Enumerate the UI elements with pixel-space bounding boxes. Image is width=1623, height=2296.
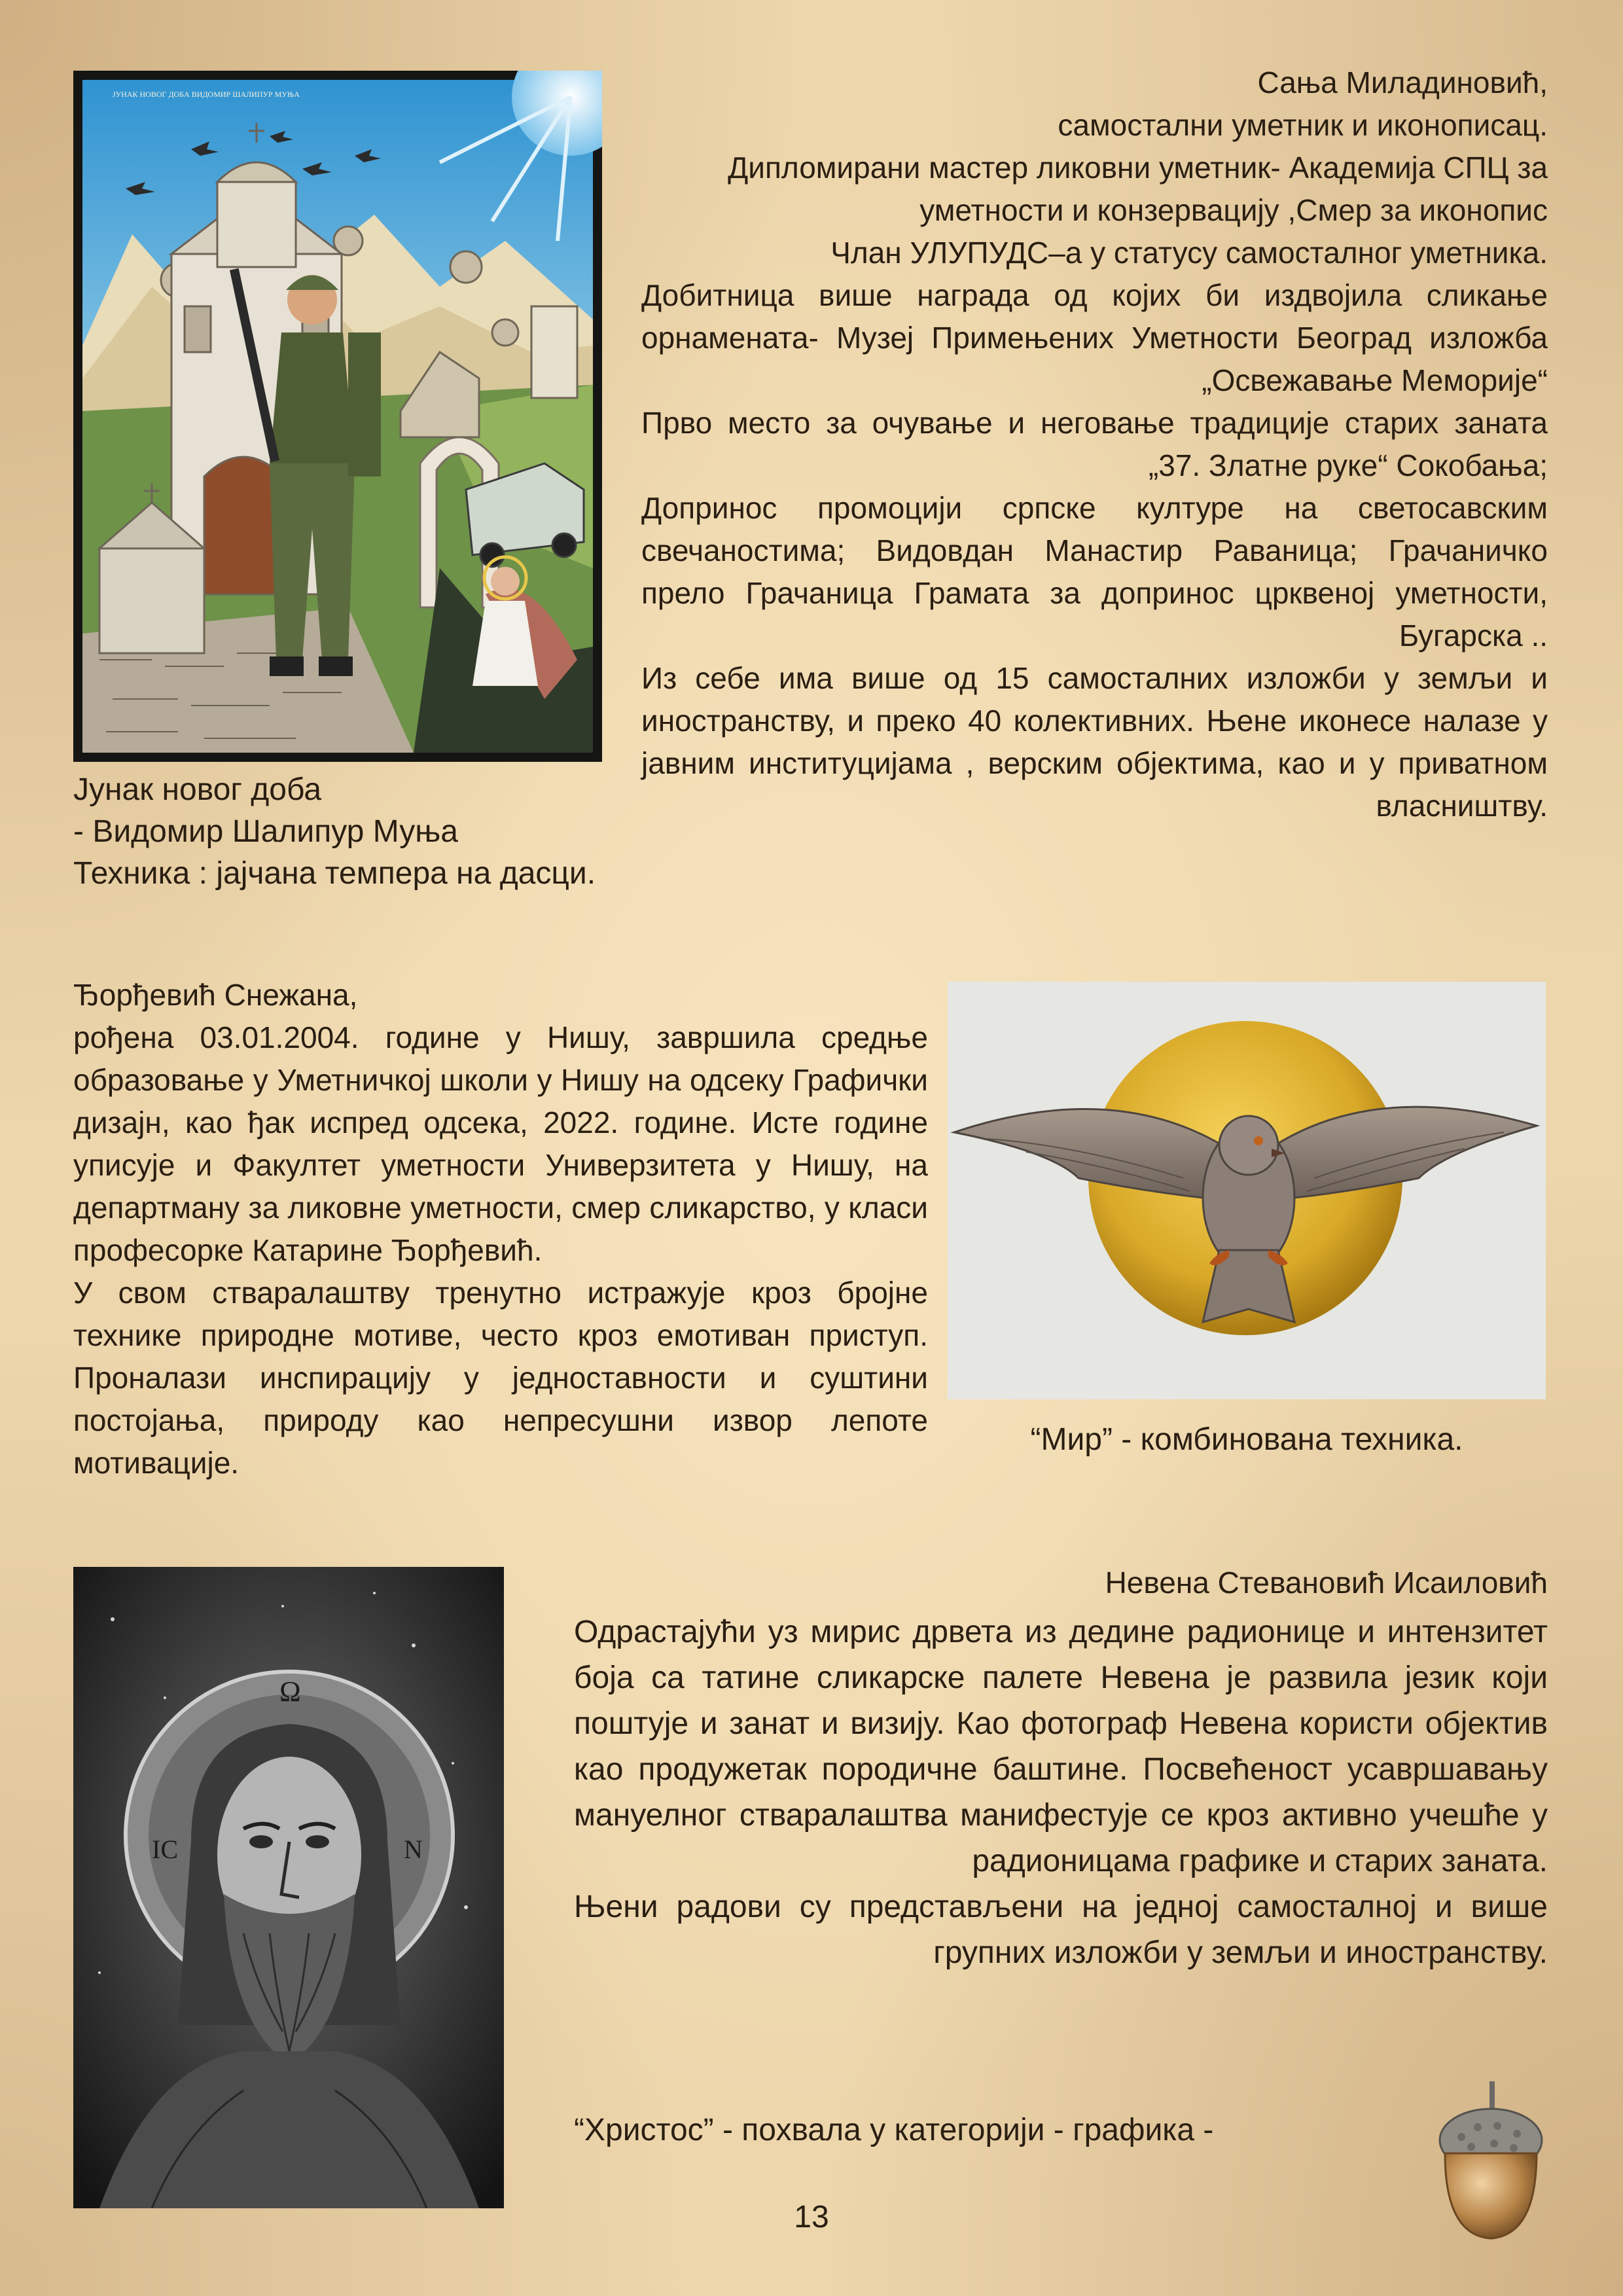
section1-line: Дипломирани мастер ликовни уметник- Академија СПЦ за: [728, 151, 1548, 185]
artist-name-sanja: Сања Миладиновић,: [1257, 65, 1548, 99]
acorn-icon-image: [1432, 2075, 1550, 2245]
acorn-icon: [1432, 2075, 1550, 2245]
caption-line: Техника : јајчана темпера на дасци.: [73, 856, 596, 891]
section3-body: [574, 1609, 1548, 1976]
painting-hero-of-new-age: [73, 71, 602, 762]
section1-body: [641, 274, 1548, 827]
christ-caption: “Христос” - похвала у категорији - графика -: [574, 2113, 1214, 2147]
artist-name-snezana: Ђорђевић Снежана,: [73, 978, 358, 1012]
halo-letter: Ω: [279, 1676, 301, 1708]
christ-engraving: [73, 1567, 504, 2208]
painting-image: [73, 71, 602, 762]
section1-header: [641, 62, 1548, 274]
section1-line: уметности и конзервацију ,Смер за иконопис: [919, 193, 1548, 227]
halo-letter: IC: [152, 1835, 178, 1864]
dove-relief-image: [948, 982, 1546, 1399]
dove-caption: “Мир” - комбинована техника.: [1030, 1422, 1463, 1457]
section3-exhibitions: Њени радови су представљени на једној самосталној и више групних изложби у земљи и иностранству.: [574, 1890, 1548, 1970]
section2-practice: У свом стваралаштву тренутно истражује кроз бројне технике природне мотиве, често кроз емотиван приступ. Проналази инспирацију у једноставности и суштини постојања, природу као непресушни извор лепоте мотивације.: [73, 1276, 928, 1480]
page-number: 13: [794, 2200, 829, 2234]
contribution-paragraph: Допринос промоцији српске културе на светосавским свечаностима; Видовдан Манастир Раваница; Грачаничко прело Грачаница Грамата за допринос црквеној уметности, Бугарска ..: [641, 491, 1548, 653]
halo-letter: N: [404, 1835, 423, 1864]
section2-bio: рођена 03.01.2004. године у Нишу, завршила средње образовање у Уметничкој школи у Нишу на одсеку Графички дизајн, као ђак испред одсека, 2022. године. Исте године уписује и Факултет уметности Универзитета у Нишу, на департману за ликовне уметности, смер сликарство, у класи професорке Катарине Ђорђевић.: [73, 1020, 928, 1267]
section1-line: самостални уметник и иконописац.: [1058, 108, 1548, 142]
painting-inscription: ЈУНАК НОВОГ ДОБА ВИДОМИР ШАЛИПУР МУЊА: [113, 90, 300, 99]
caption-line: Јунак новог доба: [73, 772, 322, 807]
painting-caption: [73, 769, 662, 895]
awards-paragraph: Добитница више награда од којих би издвојила сликање орнамената- Музеј Примењених Уметности Београд изложба „Освежавање Меморије“: [641, 278, 1548, 397]
exhibitions-paragraph: Из себе има више од 15 самосталних изложби у земљи и иностранству, и преко 40 колективних. Њене иконесе налазе у јавним институцијама , верским објектима, као и у приватном власништву.: [641, 661, 1548, 823]
section2-body: [73, 974, 928, 1484]
section1-line: Члан УЛУПУДС–а у статусу самосталног уметника.: [830, 236, 1548, 270]
caption-line: - Видомир Шалипур Муња: [73, 814, 458, 849]
artist-name-nevena: Невена Стевановић Исаиловић: [1105, 1566, 1548, 1600]
first-place-paragraph: Прво место за очување и неговање традиције старих заната „37. Златне руке“ Сокобања;: [641, 406, 1548, 482]
section3-bio: Одрастајући уз мирис дрвета из дедине радионице и интензитет боја са татине сликарске палете Невена је развила језик који поштује и занат и визију. Као фотограф Невена користи објектив као продужетак породичне баштине. Посвећеност усавршавању мануелног стваралаштва манифестује се кроз активно учешће у радионицама графике и старих заната.: [574, 1615, 1548, 1878]
christ-engraving-image: [73, 1567, 504, 2208]
dove-relief: [948, 982, 1546, 1399]
